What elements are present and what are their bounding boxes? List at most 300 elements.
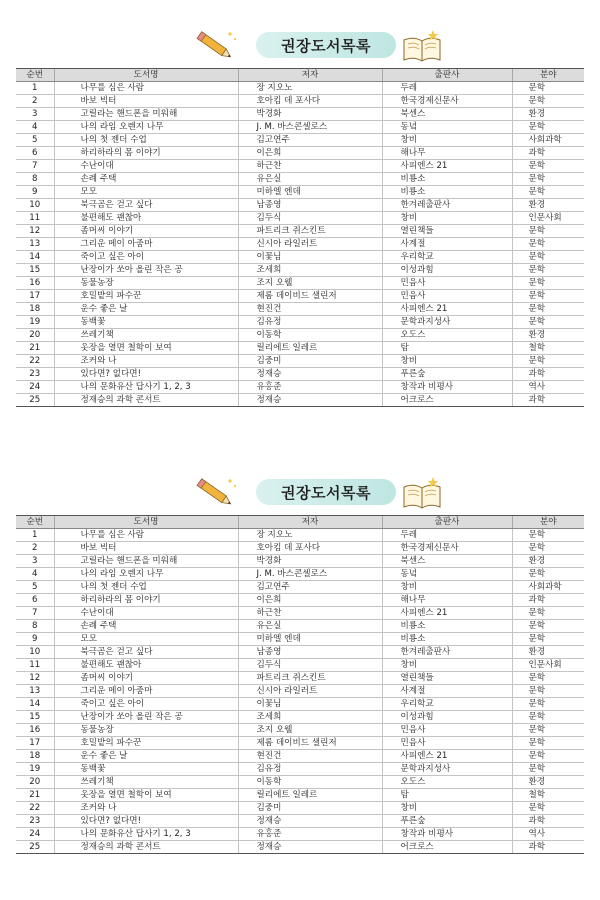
cell-author: 릴리에트 일레르	[238, 342, 382, 355]
cell-no: 16	[16, 724, 54, 737]
cell-no: 18	[16, 750, 54, 763]
list-title-banner	[256, 32, 396, 58]
cell-author: 김두식	[238, 212, 382, 225]
table-row	[16, 342, 584, 355]
cell-title: 나의 라임 오렌지 나무	[54, 121, 238, 134]
cell-publisher: 창비	[382, 212, 512, 225]
cell-author: 신시아 라일러트	[238, 238, 382, 251]
cell-field: 문학	[512, 542, 584, 555]
cell-title: 동백꽃	[54, 316, 238, 329]
cell-field: 문학	[512, 607, 584, 620]
cell-publisher: 이성과힘	[382, 264, 512, 277]
cell-publisher: 한겨레출판사	[382, 199, 512, 212]
cell-publisher: 사피엔스 21	[382, 750, 512, 763]
table-row	[16, 789, 584, 802]
cell-no: 17	[16, 737, 54, 750]
cell-title: 불편해도 괜찮아	[54, 659, 238, 672]
cell-title: 손례 주택	[54, 620, 238, 633]
table-header-row	[16, 516, 584, 529]
cell-author: 장 지오노	[238, 82, 382, 95]
cell-no: 8	[16, 620, 54, 633]
cell-field: 환경	[512, 329, 584, 342]
table-row	[16, 186, 584, 199]
cell-author: 유은실	[238, 173, 382, 186]
list-title-banner	[256, 479, 396, 505]
cell-author: 남종영	[238, 646, 382, 659]
cell-field: 환경	[512, 646, 584, 659]
cell-no: 22	[16, 355, 54, 368]
cell-field: 과학	[512, 594, 584, 607]
table-row	[16, 394, 584, 407]
cell-title: 난장이가 쏘아 올린 작은 공	[54, 264, 238, 277]
cell-publisher: 사피엔스 21	[382, 607, 512, 620]
cell-no: 13	[16, 238, 54, 251]
cell-no: 5	[16, 581, 54, 594]
cell-no: 5	[16, 134, 54, 147]
cell-author: 이동학	[238, 776, 382, 789]
cell-title: 손례 주택	[54, 173, 238, 186]
cell-no: 17	[16, 290, 54, 303]
cell-publisher: 두레	[382, 82, 512, 95]
cell-publisher: 사피엔스 21	[382, 160, 512, 173]
table-row	[16, 711, 584, 724]
cell-author: 조세희	[238, 264, 382, 277]
cell-publisher: 탐	[382, 789, 512, 802]
table-row	[16, 212, 584, 225]
cell-author: 현진건	[238, 303, 382, 316]
cell-author: 박경화	[238, 108, 382, 121]
cell-title: 죽이고 싶은 아이	[54, 251, 238, 264]
cell-field: 문학	[512, 303, 584, 316]
header-title: 도서명	[54, 69, 238, 82]
cell-title: 호밀밭의 파수꾼	[54, 737, 238, 750]
table-row	[16, 121, 584, 134]
table-row	[16, 620, 584, 633]
cell-field: 사회과학	[512, 134, 584, 147]
cell-author: 유홍준	[238, 381, 382, 394]
cell-author: 이꽃님	[238, 251, 382, 264]
cell-field: 환경	[512, 199, 584, 212]
table-row	[16, 529, 584, 542]
cell-field: 역사	[512, 381, 584, 394]
pencil-icon	[190, 475, 240, 511]
cell-author: 김중미	[238, 355, 382, 368]
cell-no: 7	[16, 160, 54, 173]
book-list-section-2	[16, 475, 584, 854]
cell-publisher: 동녘	[382, 121, 512, 134]
cell-publisher: 한겨레출판사	[382, 646, 512, 659]
cell-author: 제롬 데이비드 샐린저	[238, 290, 382, 303]
cell-no: 4	[16, 121, 54, 134]
cell-field: 역사	[512, 828, 584, 841]
cell-title: 난장이가 쏘아 올린 작은 공	[54, 711, 238, 724]
cell-title: 운수 좋은 날	[54, 750, 238, 763]
cell-publisher: 민음사	[382, 277, 512, 290]
cell-field: 문학	[512, 82, 584, 95]
cell-field: 사회과학	[512, 581, 584, 594]
cell-no: 13	[16, 685, 54, 698]
cell-no: 10	[16, 646, 54, 659]
cell-publisher: 창비	[382, 134, 512, 147]
cell-no: 3	[16, 108, 54, 121]
cell-publisher: 한국경제신문사	[382, 95, 512, 108]
cell-author: 미하엘 엔데	[238, 186, 382, 199]
cell-publisher: 해나무	[382, 594, 512, 607]
cell-publisher: 창작과 비평사	[382, 828, 512, 841]
table-row	[16, 828, 584, 841]
cell-field: 문학	[512, 95, 584, 108]
cell-author: 김유정	[238, 763, 382, 776]
cell-field: 문학	[512, 750, 584, 763]
cell-field: 과학	[512, 368, 584, 381]
cell-publisher: 우리학교	[382, 698, 512, 711]
cell-publisher: 북센스	[382, 108, 512, 121]
cell-title: 하리하라의 몸 이야기	[54, 594, 238, 607]
cell-publisher: 문학과지성사	[382, 316, 512, 329]
cell-publisher: 창비	[382, 802, 512, 815]
cell-publisher: 북센스	[382, 555, 512, 568]
cell-no: 15	[16, 711, 54, 724]
table-row	[16, 724, 584, 737]
cell-author: 이동학	[238, 329, 382, 342]
cell-no: 4	[16, 568, 54, 581]
table-body	[16, 529, 584, 854]
table-row	[16, 685, 584, 698]
header-no: 순번	[16, 69, 54, 82]
cell-no: 6	[16, 147, 54, 160]
cell-title: 바보 빅터	[54, 542, 238, 555]
table-row	[16, 633, 584, 646]
table-row	[16, 698, 584, 711]
table-row	[16, 542, 584, 555]
cell-field: 문학	[512, 264, 584, 277]
cell-field: 문학	[512, 620, 584, 633]
cell-title: 불편해도 괜찮아	[54, 212, 238, 225]
cell-author: 남종영	[238, 199, 382, 212]
cell-no: 6	[16, 594, 54, 607]
cell-publisher: 푸른숲	[382, 368, 512, 381]
cell-author: 정재승	[238, 815, 382, 828]
cell-field: 문학	[512, 763, 584, 776]
cell-no: 2	[16, 95, 54, 108]
cell-title: 호밀밭의 파수꾼	[54, 290, 238, 303]
cell-title: 정재승의 과학 콘서트	[54, 841, 238, 854]
cell-author: 릴리에트 일레르	[238, 789, 382, 802]
cell-author: J. M. 바스콘셀로스	[238, 568, 382, 581]
book-list-section-1	[16, 28, 584, 407]
cell-author: 박경화	[238, 555, 382, 568]
cell-title: 옷장을 열면 철학이 보여	[54, 342, 238, 355]
table-body	[16, 82, 584, 407]
cell-field: 철학	[512, 342, 584, 355]
table-row	[16, 815, 584, 828]
cell-no: 22	[16, 802, 54, 815]
cell-author: 정재승	[238, 841, 382, 854]
cell-author: 김유정	[238, 316, 382, 329]
cell-field: 문학	[512, 568, 584, 581]
cell-author: 신시아 라일러트	[238, 685, 382, 698]
cell-author: 장 지오노	[238, 529, 382, 542]
cell-title: 쓰레기책	[54, 329, 238, 342]
table-row	[16, 594, 584, 607]
cell-field: 환경	[512, 555, 584, 568]
cell-author: 김중미	[238, 802, 382, 815]
cell-title: 나무를 심은 사람	[54, 82, 238, 95]
cell-no: 20	[16, 329, 54, 342]
cell-author: 이은희	[238, 594, 382, 607]
cell-field: 과학	[512, 841, 584, 854]
cell-no: 18	[16, 303, 54, 316]
cell-no: 2	[16, 542, 54, 555]
cell-publisher: 해나무	[382, 147, 512, 160]
table-row	[16, 264, 584, 277]
cell-publisher: 한국경제신문사	[382, 542, 512, 555]
cell-field: 환경	[512, 108, 584, 121]
cell-no: 24	[16, 828, 54, 841]
cell-publisher: 동녘	[382, 568, 512, 581]
cell-author: 미하엘 엔데	[238, 633, 382, 646]
cell-publisher: 오도스	[382, 329, 512, 342]
cell-publisher: 우리학교	[382, 251, 512, 264]
cell-field: 문학	[512, 251, 584, 264]
table-row	[16, 750, 584, 763]
cell-field: 문학	[512, 186, 584, 199]
cell-publisher: 어크로스	[382, 394, 512, 407]
book-list-table	[16, 68, 584, 407]
cell-author: 호아킴 데 포사다	[238, 95, 382, 108]
table-row	[16, 568, 584, 581]
table-row	[16, 381, 584, 394]
cell-no: 21	[16, 789, 54, 802]
table-row	[16, 659, 584, 672]
header-publisher: 출판사	[382, 69, 512, 82]
header-publisher: 출판사	[382, 516, 512, 529]
cell-title: 모모	[54, 186, 238, 199]
cell-author: 파트리크 쥐스킨트	[238, 672, 382, 685]
cell-title: 나의 첫 젠더 수업	[54, 134, 238, 147]
cell-field: 문학	[512, 685, 584, 698]
cell-publisher: 사계절	[382, 238, 512, 251]
cell-title: 수난이대	[54, 607, 238, 620]
cell-no: 23	[16, 368, 54, 381]
table-row	[16, 303, 584, 316]
cell-field: 인문사회	[512, 212, 584, 225]
table-row	[16, 95, 584, 108]
table-row	[16, 581, 584, 594]
cell-title: 조커와 나	[54, 355, 238, 368]
cell-publisher: 비룡소	[382, 633, 512, 646]
cell-author: 이꽃님	[238, 698, 382, 711]
table-row	[16, 763, 584, 776]
cell-publisher: 창비	[382, 581, 512, 594]
cell-author: 유은실	[238, 620, 382, 633]
list-title: 권장도서목록	[281, 36, 371, 55]
cell-title: 수난이대	[54, 160, 238, 173]
table-row	[16, 672, 584, 685]
header-field: 분야	[512, 516, 584, 529]
header-field: 분야	[512, 69, 584, 82]
cell-publisher: 문학과지성사	[382, 763, 512, 776]
cell-title: 좀머씨 이야기	[54, 672, 238, 685]
cell-publisher: 민음사	[382, 724, 512, 737]
cell-author: 김고연주	[238, 134, 382, 147]
cell-field: 철학	[512, 789, 584, 802]
cell-no: 19	[16, 763, 54, 776]
cell-field: 문학	[512, 529, 584, 542]
cell-field: 문학	[512, 225, 584, 238]
cell-field: 과학	[512, 394, 584, 407]
cell-no: 21	[16, 342, 54, 355]
table-row	[16, 776, 584, 789]
cell-field: 과학	[512, 147, 584, 160]
cell-publisher: 탐	[382, 342, 512, 355]
header-no: 순번	[16, 516, 54, 529]
cell-field: 문학	[512, 672, 584, 685]
cell-field: 문학	[512, 316, 584, 329]
table-row	[16, 316, 584, 329]
cell-title: 모모	[54, 633, 238, 646]
cell-author: 이은희	[238, 147, 382, 160]
cell-author: 조지 오웰	[238, 277, 382, 290]
table-row	[16, 199, 584, 212]
cell-no: 12	[16, 225, 54, 238]
cell-no: 8	[16, 173, 54, 186]
cell-no: 7	[16, 607, 54, 620]
cell-publisher: 비룡소	[382, 186, 512, 199]
cell-no: 14	[16, 251, 54, 264]
cell-no: 14	[16, 698, 54, 711]
cell-no: 19	[16, 316, 54, 329]
table-row	[16, 251, 584, 264]
cell-publisher: 민음사	[382, 737, 512, 750]
cell-publisher: 창비	[382, 659, 512, 672]
cell-no: 23	[16, 815, 54, 828]
cell-field: 문학	[512, 711, 584, 724]
table-row	[16, 841, 584, 854]
cell-field: 문학	[512, 290, 584, 303]
cell-field: 문학	[512, 633, 584, 646]
cell-title: 동물농장	[54, 724, 238, 737]
cell-no: 11	[16, 212, 54, 225]
book-icon	[400, 28, 444, 64]
cell-publisher: 민음사	[382, 290, 512, 303]
table-row	[16, 134, 584, 147]
cell-publisher: 이성과힘	[382, 711, 512, 724]
cell-publisher: 열린책들	[382, 225, 512, 238]
cell-publisher: 사피엔스 21	[382, 303, 512, 316]
cell-publisher: 열린책들	[382, 672, 512, 685]
cell-author: 조세희	[238, 711, 382, 724]
cell-field: 환경	[512, 776, 584, 789]
table-row	[16, 802, 584, 815]
cell-title: 북극곰은 걷고 싶다	[54, 646, 238, 659]
cell-author: 정재승	[238, 368, 382, 381]
table-row	[16, 225, 584, 238]
list-title-area	[16, 28, 584, 66]
table-header-row	[16, 69, 584, 82]
cell-title: 정재승의 과학 콘서트	[54, 394, 238, 407]
cell-title: 나의 첫 젠더 수업	[54, 581, 238, 594]
cell-title: 있다면? 없다면!	[54, 368, 238, 381]
cell-author: 유홍준	[238, 828, 382, 841]
cell-author: 현진건	[238, 750, 382, 763]
table-row	[16, 555, 584, 568]
cell-title: 그리운 메이 아줌마	[54, 685, 238, 698]
cell-no: 1	[16, 82, 54, 95]
cell-field: 문학	[512, 173, 584, 186]
table-row	[16, 646, 584, 659]
cell-title: 북극곰은 걷고 싶다	[54, 199, 238, 212]
cell-author: 하근찬	[238, 607, 382, 620]
table-row	[16, 607, 584, 620]
cell-no: 9	[16, 633, 54, 646]
cell-publisher: 어크로스	[382, 841, 512, 854]
header-title: 도서명	[54, 516, 238, 529]
cell-title: 고릴라는 핸드폰을 미워해	[54, 555, 238, 568]
cell-field: 과학	[512, 815, 584, 828]
table-row	[16, 277, 584, 290]
table-row	[16, 329, 584, 342]
cell-title: 고릴라는 핸드폰을 미워해	[54, 108, 238, 121]
header-author: 저자	[238, 69, 382, 82]
cell-title: 죽이고 싶은 아이	[54, 698, 238, 711]
cell-author: 김고연주	[238, 581, 382, 594]
cell-publisher: 창비	[382, 355, 512, 368]
table-row	[16, 108, 584, 121]
table-row	[16, 355, 584, 368]
cell-no: 24	[16, 381, 54, 394]
cell-no: 9	[16, 186, 54, 199]
cell-no: 16	[16, 277, 54, 290]
cell-publisher: 비룡소	[382, 620, 512, 633]
table-row	[16, 147, 584, 160]
cell-publisher: 두레	[382, 529, 512, 542]
book-list-table	[16, 515, 584, 854]
cell-publisher: 창작과 비평사	[382, 381, 512, 394]
cell-no: 25	[16, 394, 54, 407]
table-row	[16, 737, 584, 750]
cell-title: 동백꽃	[54, 763, 238, 776]
cell-publisher: 사계절	[382, 685, 512, 698]
cell-author: 정재승	[238, 394, 382, 407]
cell-title: 하리하라의 몸 이야기	[54, 147, 238, 160]
cell-author: 하근찬	[238, 160, 382, 173]
cell-title: 동물농장	[54, 277, 238, 290]
cell-title: 나의 라임 오렌지 나무	[54, 568, 238, 581]
cell-publisher: 오도스	[382, 776, 512, 789]
cell-author: 김두식	[238, 659, 382, 672]
cell-field: 문학	[512, 160, 584, 173]
cell-title: 있다면? 없다면!	[54, 815, 238, 828]
cell-title: 나의 문화유산 답사기 1, 2, 3	[54, 381, 238, 394]
cell-no: 20	[16, 776, 54, 789]
cell-field: 문학	[512, 277, 584, 290]
cell-title: 운수 좋은 날	[54, 303, 238, 316]
table-row	[16, 290, 584, 303]
cell-field: 문학	[512, 121, 584, 134]
table-row	[16, 173, 584, 186]
cell-title: 쓰레기책	[54, 776, 238, 789]
cell-no: 25	[16, 841, 54, 854]
cell-no: 3	[16, 555, 54, 568]
cell-field: 문학	[512, 355, 584, 368]
cell-title: 나무를 심은 사람	[54, 529, 238, 542]
cell-author: 조지 오웰	[238, 724, 382, 737]
cell-title: 그리운 메이 아줌마	[54, 238, 238, 251]
list-title-area	[16, 475, 584, 513]
cell-author: J. M. 바스콘셀로스	[238, 121, 382, 134]
cell-no: 1	[16, 529, 54, 542]
